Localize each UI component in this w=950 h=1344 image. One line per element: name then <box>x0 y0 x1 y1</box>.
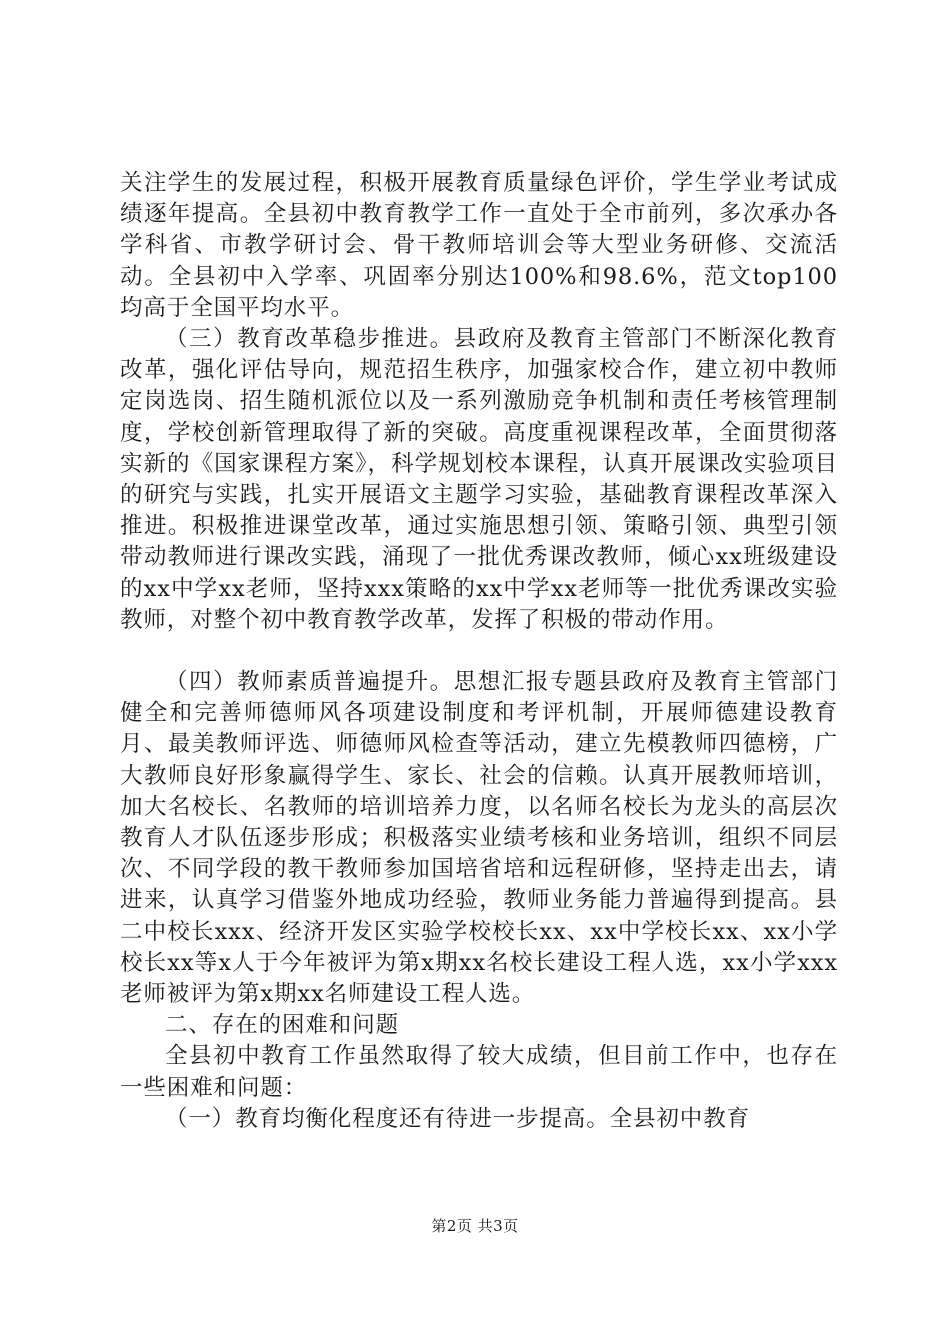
paragraph-balance-issue: （一）教育均衡化程度还有待进一步提高。全县初中教育 <box>165 1105 751 1132</box>
paragraph-problems-intro: 全县初中教育工作虽然取得了较大成绩，但目前工作中，也存在一些困难和问题： <box>120 1043 838 1101</box>
section-heading-problems: 二、存在的困难和问题 <box>165 1012 400 1039</box>
paragraph-quality-evaluation: 关注学生的发展过程，积极开展教育质量绿色评价，学生学业考试成绩逐年提高。全县初中教育教学工作一直处于全市前列，多次承办各学科省、市教学研讨会、骨干教师培训会等大型业务研修、交流活动。全县初中入学率、巩固率分别达100%和98.6%，范文top100均高于全国平均水平。 <box>120 170 838 321</box>
paragraph-teacher-quality: （四）教师素质普遍提升。思想汇报专题县政府及教育主管部门健全和完善师德师风各项建设制度和考评机制，开展师德建设教育月、最美教师评选、师德师风检查等活动，建立先模教师四德榜，广大教师良好形象赢得学生、家长、社会的信赖。认真开展教师培训，加大名校长、名教师的培训培养力度，以名师名校长为龙头的高层次教育人才队伍逐步形成；积极落实业绩考核和业务培训，组织不同层次、不同学段的教干教师参加国培省培和远程研修，坚持走出去，请进来，认真学习借鉴外地成功经验，教师业务能力普遍得到提高。县二中校长xxx、经济开发区实验学校校长xx、xx中学校长xx、xx小学校长xx等x人于今年被评为第x期xx名校长建设工程人选，xx小学xxx老师被评为第x期xx名师建设工程人选。 <box>120 669 838 1008</box>
document-body <box>120 168 838 1135</box>
page-number-footer: 第2页 共3页 <box>431 1217 519 1235</box>
paragraph-education-reform: （三）教育改革稳步推进。县政府及教育主管部门不断深化教育改革，强化评估导向，规范招生秩序，加强家校合作，建立初中教师定岗选岗、招生随机派位以及一系列激励竞争机制和责任考核管理制度，学校创新管理取得了新的突破。高度重视课程改革，全面贯彻落实新的《国家课程方案》，科学规划校本课程，认真开展课改实验项目的研究与实践，扎实开展语文主题学习实验，基础教育课程改革深入推进。积极推进课堂改革，通过实施思想引领、策略引领、典型引领带动教师进行课改实践，涌现了一批优秀课改教师，倾心xx班级建设的xx中学xx老师，坚持xxx策略的xx中学xx老师等一批优秀课改实验教师，对整个初中教育教学改革，发挥了积极的带动作用。 <box>120 326 838 633</box>
